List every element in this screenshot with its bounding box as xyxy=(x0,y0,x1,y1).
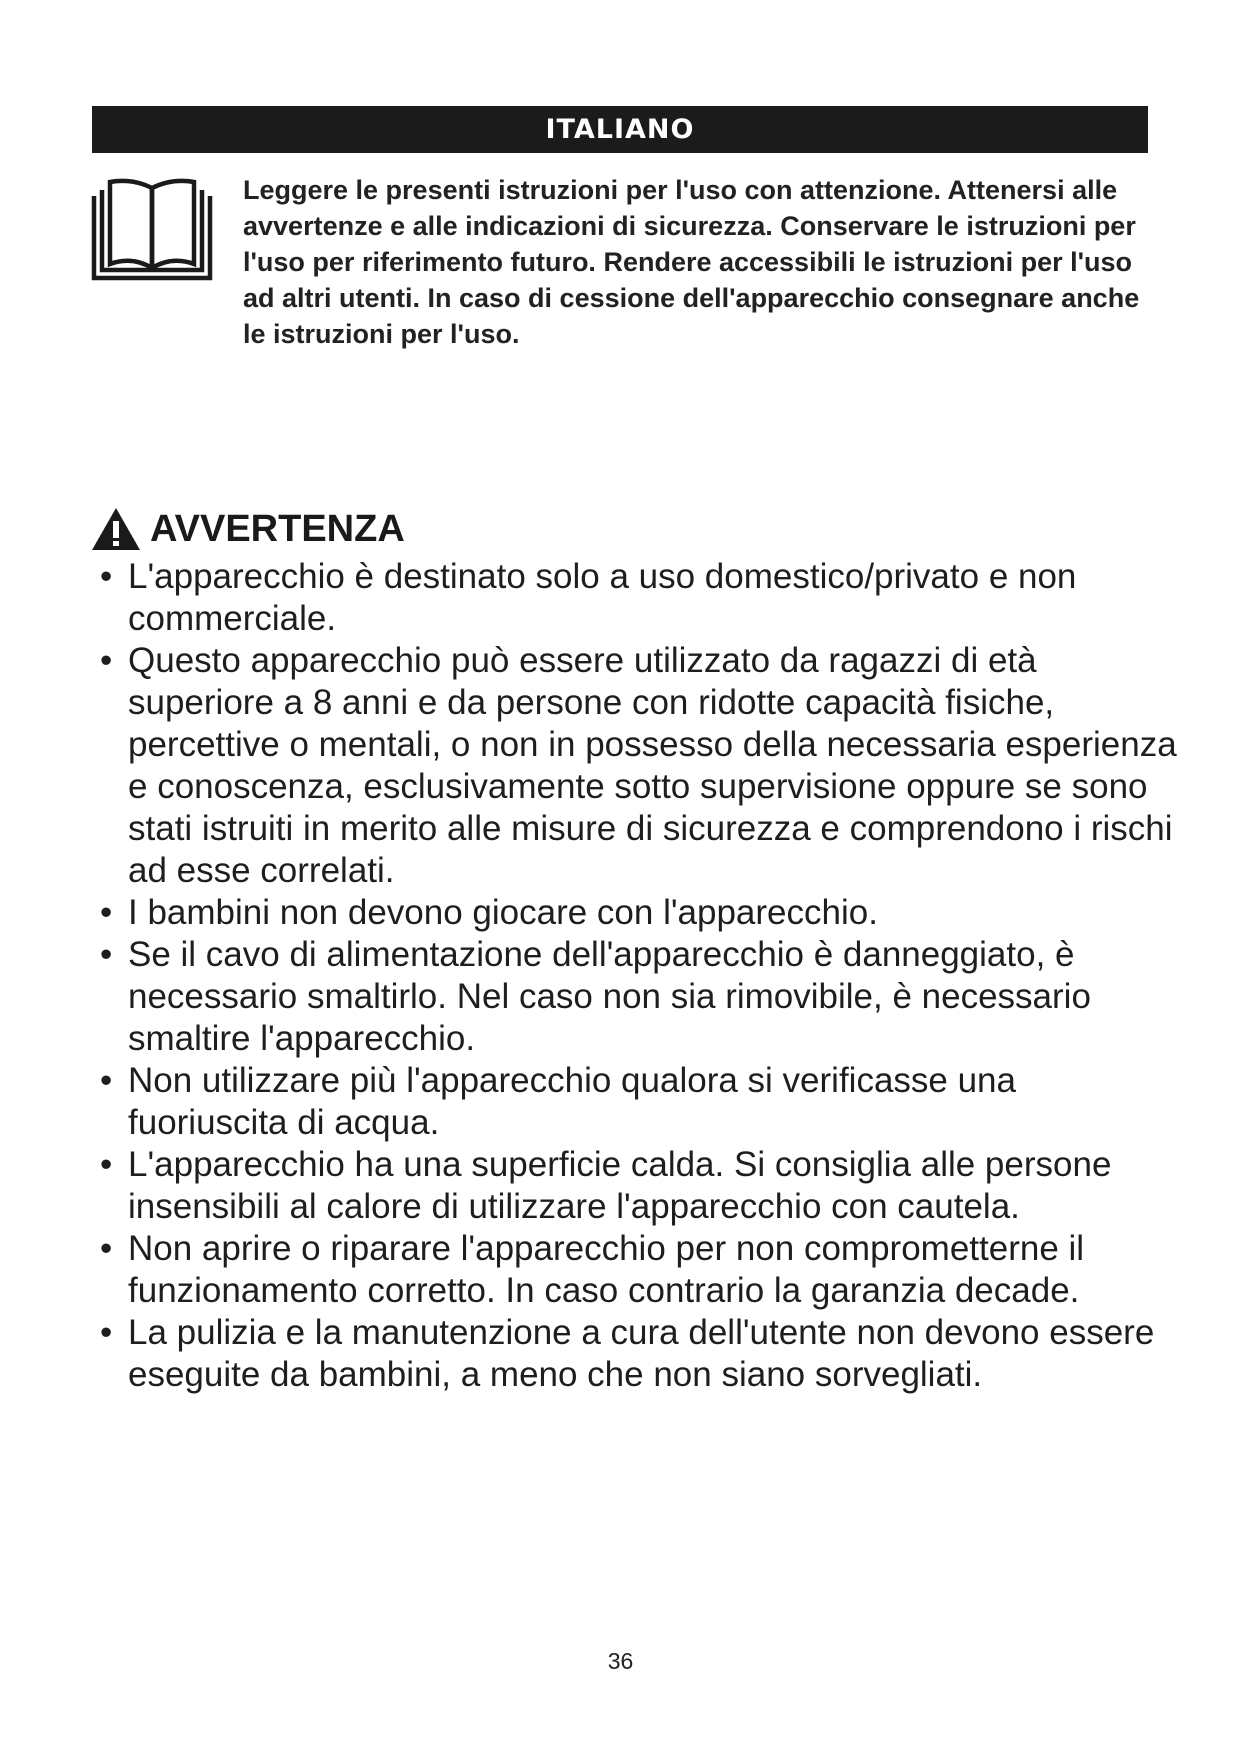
intro-text: Leggere le presenti istruzioni per l'uso con attenzione. Attenersi alle avvertenze e alle indicazioni di sicurezza. Conservare le istruzioni per l'uso per riferimento futuro. Rendere accessibili le istruzioni per l'uso ad altri utenti. In caso di cessione dell'apparecchio consegnare anche le istruzioni per l'uso. xyxy=(243,175,1140,349)
list-item: • La pulizia e la manutenzione a cura dell'utente non devono essere eseguite da bambini, a meno che non siano sorvegliati. xyxy=(100,1312,1180,1396)
warning-triangle-icon xyxy=(90,506,142,552)
list-item: • Se il cavo di alimentazione dell'apparecchio è danneggiato, è necessario smaltirlo. Nel caso non sia rimovibile, è necessario smaltire l'apparecchio. xyxy=(100,934,1180,1060)
list-item: • I bambini non devono giocare con l'apparecchio. xyxy=(100,892,1180,934)
list-item: • Non utilizzare più l'apparecchio qualora si verificasse una fuoriuscita di acqua. xyxy=(100,1060,1180,1144)
language-header: ITALIANO xyxy=(92,106,1148,153)
list-item: • L'apparecchio è destinato solo a uso domestico/privato e non commerciale. xyxy=(100,556,1180,640)
warning-title: AVVERTENZA xyxy=(150,507,405,550)
list-item: • Non aprire o riparare l'apparecchio per non comprometterne il funzionamento corretto. In caso contrario la garanzia decade. xyxy=(100,1228,1180,1312)
warning-list xyxy=(100,556,1180,1396)
list-item: • L'apparecchio ha una superficie calda. Si consiglia alle persone insensibili al calore di utilizzare l'apparecchio con cautela. xyxy=(100,1144,1180,1228)
open-book-icon xyxy=(90,176,214,282)
page-number: 36 xyxy=(607,1648,634,1674)
warning-heading xyxy=(90,506,405,552)
list-item: • Questo apparecchio può essere utilizzato da ragazzi di età superiore a 8 anni e da persone con ridotte capacità fisiche, percettive o mentali, o non in possesso della necessaria esperienza e conoscenza, esclusivamente sotto supervisione oppure se sono stati istruiti in merito alle misure di sicurezza e comprendono i rischi ad esse correlati. xyxy=(100,640,1180,892)
